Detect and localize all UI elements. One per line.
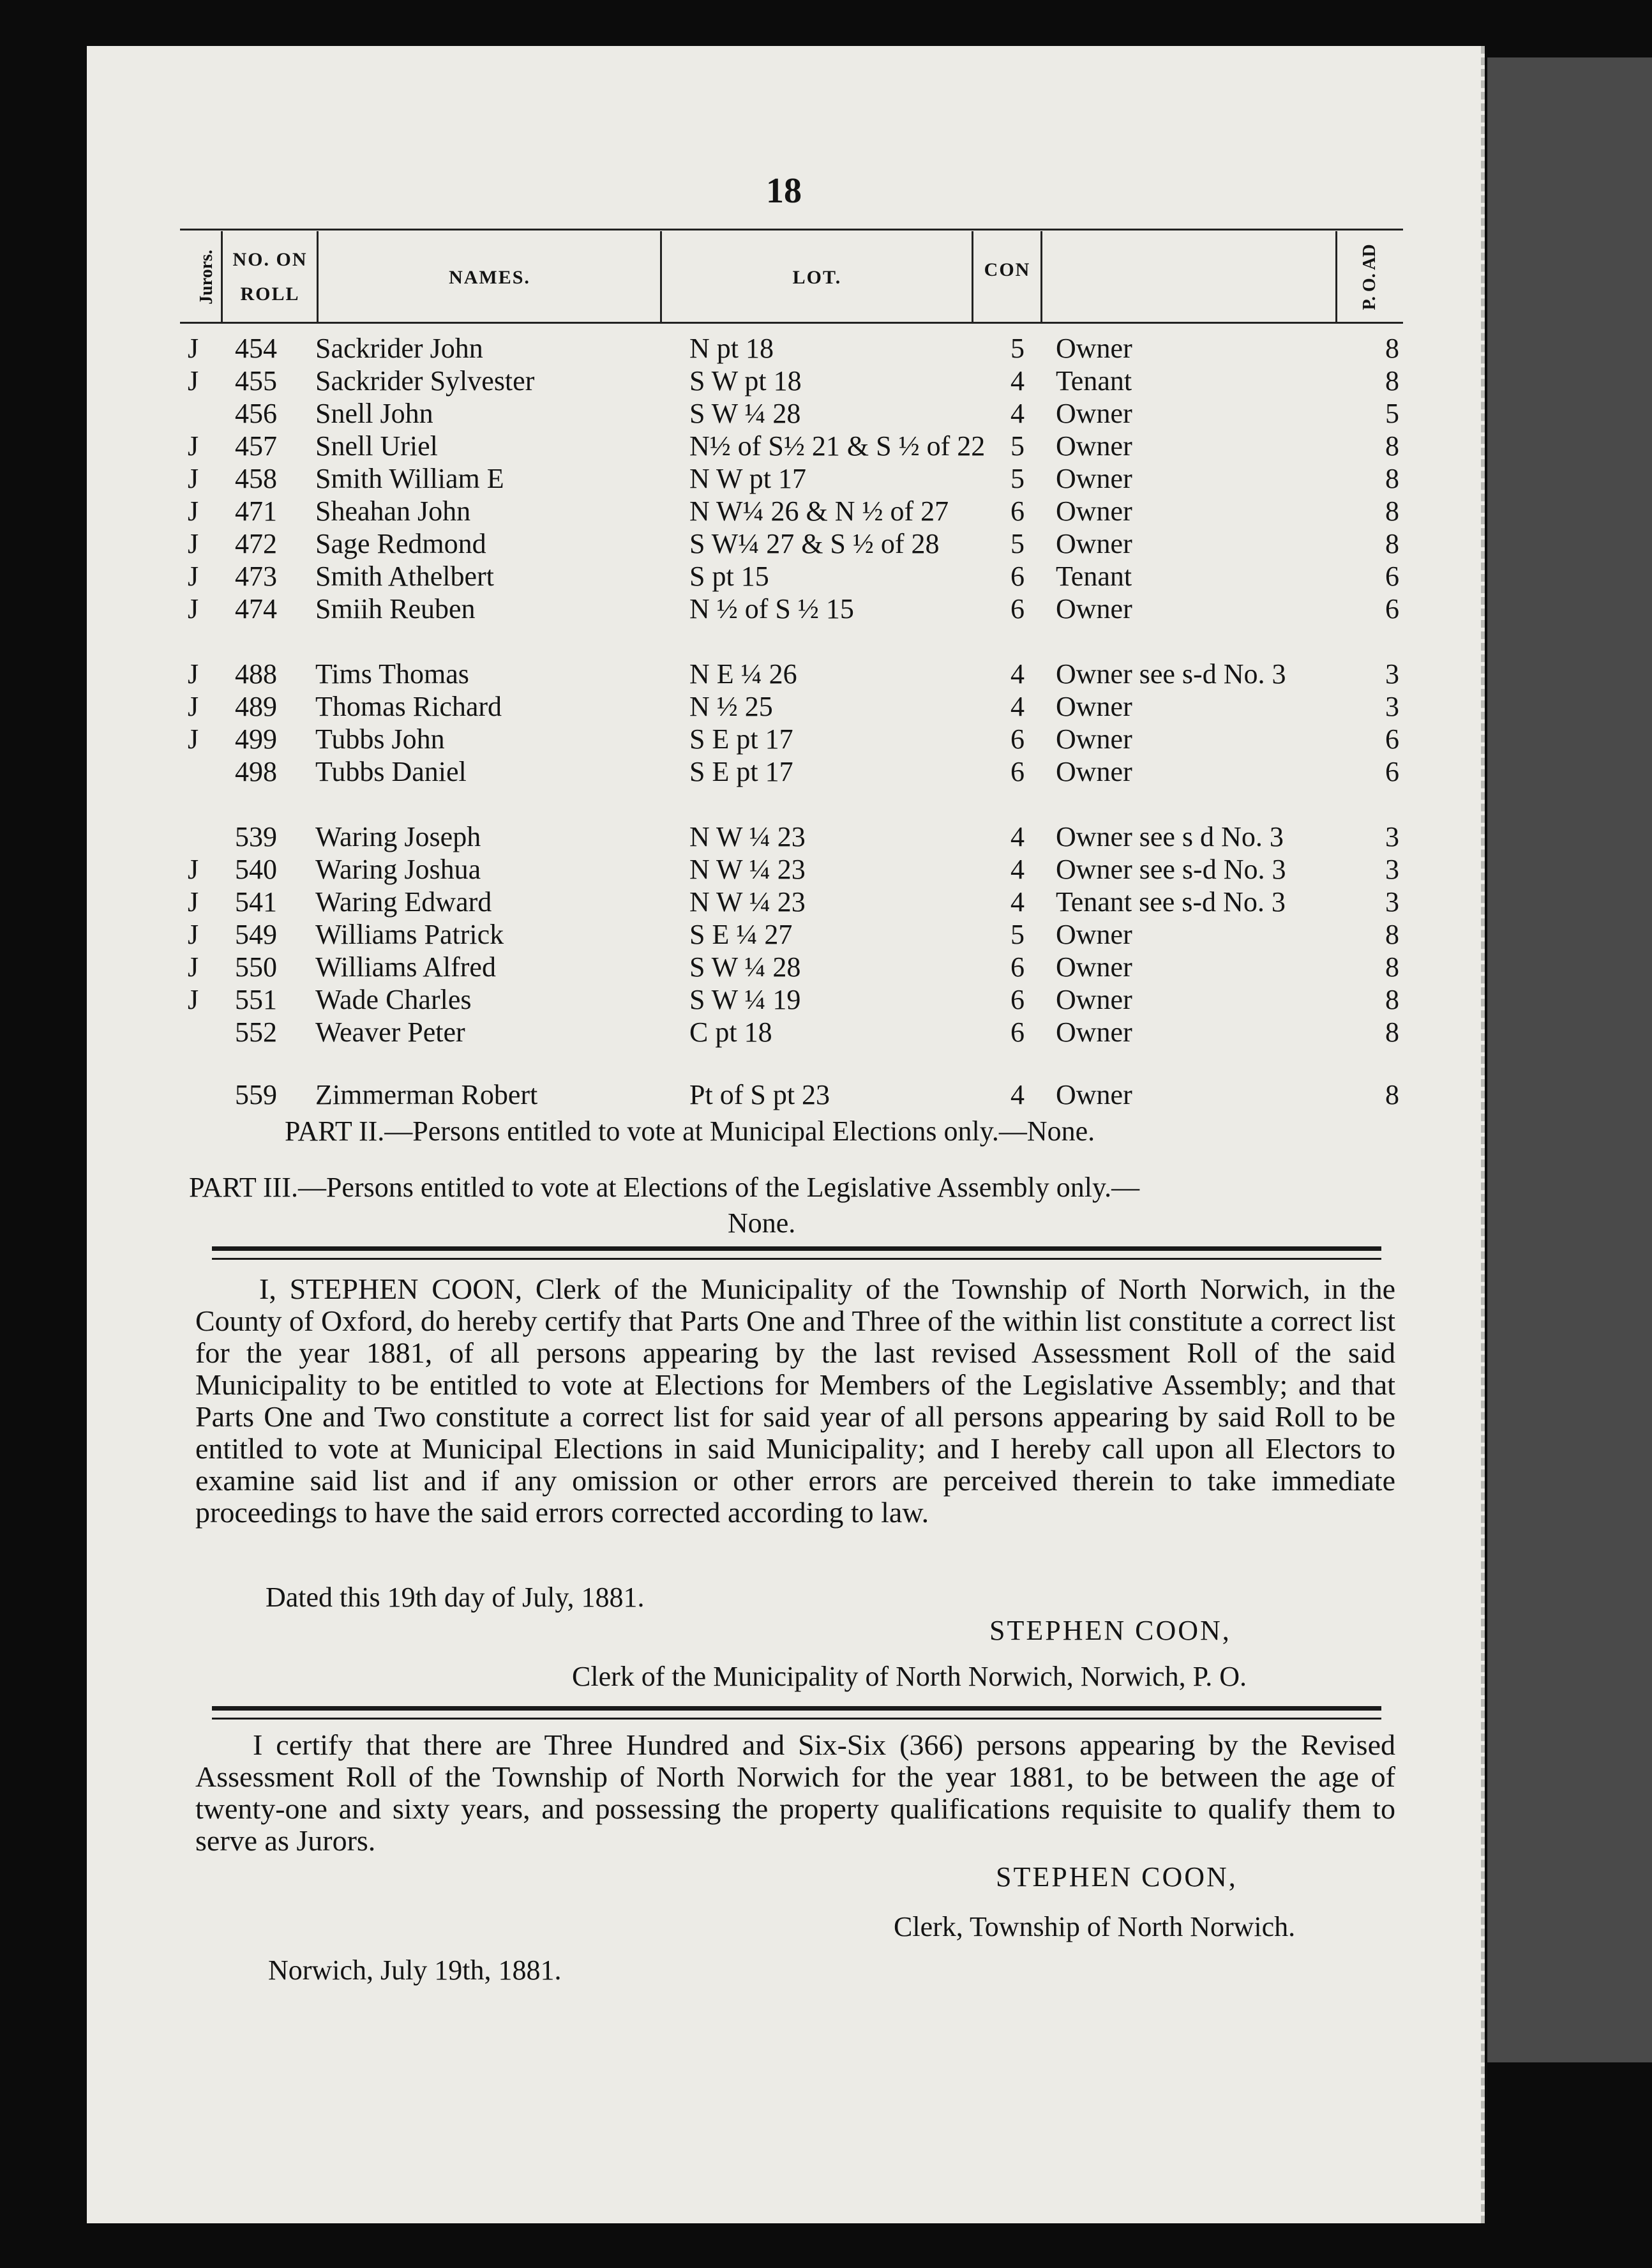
concession: 4 <box>1010 365 1025 397</box>
table-row <box>87 690 1481 722</box>
lot: S W¼ 27 & S ½ of 28 <box>689 528 940 559</box>
post-office: 6 <box>1385 756 1399 787</box>
post-office: 8 <box>1385 463 1399 494</box>
concession: 4 <box>1010 886 1025 918</box>
status: Owner <box>1056 984 1132 1015</box>
header-top-rule <box>180 229 1403 231</box>
roll-number: 454 <box>235 333 277 364</box>
lot: Pt of S pt 23 <box>689 1079 830 1110</box>
header-divider <box>221 231 223 322</box>
lot: N W¼ 26 & N ½ of 27 <box>689 495 949 527</box>
concession: 4 <box>1010 398 1025 429</box>
status: Owner <box>1056 463 1132 494</box>
voter-name: Sackrider Sylvester <box>315 365 535 397</box>
roll-number: 458 <box>235 463 277 494</box>
roll-number: 472 <box>235 528 277 559</box>
certificate-date-2: Norwich, July 19th, 1881. <box>268 1954 562 1986</box>
table-row <box>87 853 1481 885</box>
juror-mark: J <box>188 365 199 397</box>
juror-mark: J <box>188 333 199 364</box>
lot: S W ¼ 28 <box>689 951 801 983</box>
voter-name: Weaver Peter <box>315 1017 465 1048</box>
lot: N½ of S½ 21 & S ½ of 22 <box>689 430 986 462</box>
post-office: 8 <box>1385 919 1399 950</box>
voter-name: Waring Edward <box>315 886 492 918</box>
roll-number: 540 <box>235 854 277 885</box>
concession: 5 <box>1010 463 1025 494</box>
status: Owner <box>1056 1079 1132 1110</box>
voter-name: Smith Athelbert <box>315 561 494 592</box>
roll-number: 539 <box>235 821 277 852</box>
status: Owner <box>1056 528 1132 559</box>
concession: 6 <box>1010 984 1025 1015</box>
voter-name: Williams Patrick <box>315 919 504 950</box>
voter-name: Sackrider John <box>315 333 483 364</box>
roll-number: 549 <box>235 919 277 950</box>
document-page <box>87 46 1485 2223</box>
table-row <box>87 951 1481 983</box>
voter-name: Snell Uriel <box>315 430 438 462</box>
roll-number: 498 <box>235 756 277 787</box>
header-con: CON <box>984 259 1031 280</box>
post-office: 3 <box>1385 821 1399 852</box>
status: Tenant see s-d No. 3 <box>1056 886 1286 918</box>
lot: S W pt 18 <box>689 365 802 397</box>
post-office: 5 <box>1385 398 1399 429</box>
table-row <box>87 1016 1481 1048</box>
table-row <box>87 365 1481 397</box>
post-office: 8 <box>1385 1017 1399 1048</box>
roll-number: 499 <box>235 723 277 755</box>
post-office: 6 <box>1385 561 1399 592</box>
part-three-note: PART III.—Persons entitled to vote at Elections of the Legislative Assembly only.— <box>189 1172 1140 1203</box>
post-office: 8 <box>1385 430 1399 462</box>
header-no-on-roll-1: NO. ON <box>232 249 308 270</box>
lot: N W ¼ 23 <box>689 886 806 918</box>
post-office: 8 <box>1385 333 1399 364</box>
table-row <box>87 332 1481 364</box>
section-divider <box>212 1718 1381 1720</box>
post-office: 3 <box>1385 854 1399 885</box>
header-lot: LOT. <box>792 267 842 288</box>
roll-number: 457 <box>235 430 277 462</box>
header-divider <box>317 231 319 322</box>
concession: 5 <box>1010 333 1025 364</box>
table-row <box>87 593 1481 624</box>
lot: N W pt 17 <box>689 463 806 494</box>
concession: 4 <box>1010 658 1025 690</box>
roll-number: 559 <box>235 1079 277 1110</box>
post-office: 8 <box>1385 951 1399 983</box>
juror-mark: J <box>188 658 199 690</box>
roll-number: 455 <box>235 365 277 397</box>
post-office: 8 <box>1385 984 1399 1015</box>
header-divider <box>1040 231 1042 322</box>
lot: S W ¼ 28 <box>689 398 801 429</box>
table-row <box>87 755 1481 787</box>
roll-number: 552 <box>235 1017 277 1048</box>
voter-name: Williams Alfred <box>315 951 496 983</box>
voter-name: Tims Thomas <box>315 658 469 690</box>
status: Owner <box>1056 691 1132 722</box>
voter-name: Zimmerman Robert <box>315 1079 538 1110</box>
post-office: 3 <box>1385 691 1399 722</box>
section-divider <box>212 1706 1381 1711</box>
voter-name: Tubbs Daniel <box>315 756 467 787</box>
status: Owner <box>1056 430 1132 462</box>
voter-name: Smiih Reuben <box>315 593 476 624</box>
juror-mark: J <box>188 919 199 950</box>
status: Owner <box>1056 333 1132 364</box>
concession: 6 <box>1010 723 1025 755</box>
juror-mark: J <box>188 593 199 624</box>
roll-number: 489 <box>235 691 277 722</box>
juror-mark: J <box>188 691 199 722</box>
post-office: 8 <box>1385 365 1399 397</box>
table-row <box>87 430 1481 462</box>
juror-mark: J <box>188 854 199 885</box>
roll-number: 488 <box>235 658 277 690</box>
header-divider <box>660 231 662 322</box>
post-office: 3 <box>1385 886 1399 918</box>
status: Tenant <box>1056 561 1132 592</box>
juror-mark: J <box>188 430 199 462</box>
juror-mark: J <box>188 561 199 592</box>
part-three-note-continued: None. <box>728 1207 796 1239</box>
post-office: 8 <box>1385 495 1399 527</box>
concession: 4 <box>1010 1079 1025 1110</box>
juror-mark: J <box>188 528 199 559</box>
lot: N ½ of S ½ 15 <box>689 593 854 624</box>
scan-background-strip <box>1487 57 1652 2062</box>
concession: 6 <box>1010 756 1025 787</box>
post-office: 6 <box>1385 593 1399 624</box>
post-office: 6 <box>1385 723 1399 755</box>
section-divider <box>212 1246 1381 1251</box>
status: Owner see s d No. 3 <box>1056 821 1284 852</box>
clerk-certificate-text: I, STEPHEN COON, Clerk of the Municipality of the Township of North Norwich, in the County of Oxford, do hereby certify that Parts One and Three of the within list constitute a correct list for the year 1881, of all persons appearing by the last revised Assessment Roll of the said Municipality to be entitled to vote at Elections for Members of the Legislative Assembly; and that Parts One and Two constitute a correct list for said year of all persons appearing by said Roll to be entitled to vote at Municipal Elections in said Municipality; and I hereby call upon all Electors to examine said list and if any omission or other errors are perceived therein to take immediate proceedings to have the said errors corrected according to law. <box>195 1273 1395 1529</box>
voter-name: Sheahan John <box>315 495 471 527</box>
header-names: NAMES. <box>449 267 530 288</box>
post-office: 8 <box>1385 1079 1399 1110</box>
table-row <box>87 397 1481 429</box>
juror-mark: J <box>188 723 199 755</box>
voter-name: Tubbs John <box>315 723 445 755</box>
juror-mark: J <box>188 951 199 983</box>
certificate-date: Dated this 19th day of July, 1881. <box>266 1582 645 1613</box>
table-row <box>87 983 1481 1015</box>
concession: 5 <box>1010 528 1025 559</box>
voter-name: Waring Joseph <box>315 821 481 852</box>
status: Owner <box>1056 593 1132 624</box>
status: Owner <box>1056 398 1132 429</box>
roll-number: 474 <box>235 593 277 624</box>
table-row <box>87 495 1481 527</box>
juror-mark: J <box>188 495 199 527</box>
header-bottom-rule <box>180 322 1403 324</box>
status: Owner <box>1056 1017 1132 1048</box>
concession: 6 <box>1010 951 1025 983</box>
juror-certificate-text: I certify that there are Three Hundred and Six-Six (366) persons appearing by the Revised Assessment Roll of the Township of North Norwich for the year 1881, to be between the age of twenty-one and sixty years, and possessing the property qualifications requisite to qualify them to serve as Jurors. <box>195 1728 1395 1857</box>
roll-number: 471 <box>235 495 277 527</box>
voter-name: Sage Redmond <box>315 528 486 559</box>
concession: 4 <box>1010 854 1025 885</box>
table-row <box>87 462 1481 494</box>
status: Owner see s-d No. 3 <box>1056 658 1286 690</box>
lot: S pt 15 <box>689 561 769 592</box>
clerk-signature-2: STEPHEN COON, <box>996 1861 1238 1893</box>
concession: 6 <box>1010 561 1025 592</box>
post-office: 3 <box>1385 658 1399 690</box>
header-divider <box>1335 231 1337 322</box>
table-row <box>87 527 1481 559</box>
lot: N pt 18 <box>689 333 774 364</box>
concession: 4 <box>1010 691 1025 722</box>
table-row <box>87 560 1481 592</box>
status: Owner <box>1056 756 1132 787</box>
concession: 6 <box>1010 1017 1025 1048</box>
part-two-note: PART II.—Persons entitled to vote at Municipal Elections only.—None. <box>285 1115 1095 1147</box>
juror-mark: J <box>188 463 199 494</box>
status: Owner <box>1056 495 1132 527</box>
roll-number: 550 <box>235 951 277 983</box>
voter-name: Smith William E <box>315 463 504 494</box>
voter-name: Wade Charles <box>315 984 472 1015</box>
voter-name: Thomas Richard <box>315 691 502 722</box>
table-row <box>87 886 1481 918</box>
post-office: 8 <box>1385 528 1399 559</box>
section-divider <box>212 1258 1381 1260</box>
clerk-signature: STEPHEN COON, <box>989 1615 1231 1646</box>
clerk-title-2: Clerk, Township of North Norwich. <box>894 1911 1296 1942</box>
table-row <box>87 658 1481 690</box>
lot: N W ¼ 23 <box>689 821 806 852</box>
status: Tenant <box>1056 365 1132 397</box>
lot: N ½ 25 <box>689 691 773 722</box>
table-row <box>87 820 1481 852</box>
status: Owner <box>1056 723 1132 755</box>
status: Owner <box>1056 951 1132 983</box>
juror-mark: J <box>188 886 199 918</box>
page-number: 18 <box>766 171 802 211</box>
juror-mark: J <box>188 984 199 1015</box>
header-jurors: Jurors. <box>197 250 216 305</box>
header-no-on-roll-2: ROLL <box>240 284 300 305</box>
table-row <box>87 1078 1481 1110</box>
lot: S E ¼ 27 <box>689 919 793 950</box>
roll-number: 551 <box>235 984 277 1015</box>
lot: S E pt 17 <box>689 756 793 787</box>
header-divider <box>972 231 973 322</box>
concession: 6 <box>1010 593 1025 624</box>
status: Owner see s-d No. 3 <box>1056 854 1286 885</box>
clerk-title: Clerk of the Municipality of North Norwich, Norwich, P. O. <box>572 1661 1247 1692</box>
roll-number: 541 <box>235 886 277 918</box>
status: Owner <box>1056 919 1132 950</box>
header-po-address: P. O. AD <box>1360 244 1379 310</box>
roll-number: 456 <box>235 398 277 429</box>
concession: 4 <box>1010 821 1025 852</box>
lot: S E pt 17 <box>689 723 793 755</box>
lot: N W ¼ 23 <box>689 854 806 885</box>
lot: C pt 18 <box>689 1017 772 1048</box>
concession: 5 <box>1010 430 1025 462</box>
lot: N E ¼ 26 <box>689 658 797 690</box>
table-row <box>87 723 1481 755</box>
roll-number: 473 <box>235 561 277 592</box>
table-row <box>87 918 1481 950</box>
lot: S W ¼ 19 <box>689 984 801 1015</box>
concession: 5 <box>1010 919 1025 950</box>
concession: 6 <box>1010 495 1025 527</box>
voter-name: Waring Joshua <box>315 854 481 885</box>
voter-name: Snell John <box>315 398 433 429</box>
